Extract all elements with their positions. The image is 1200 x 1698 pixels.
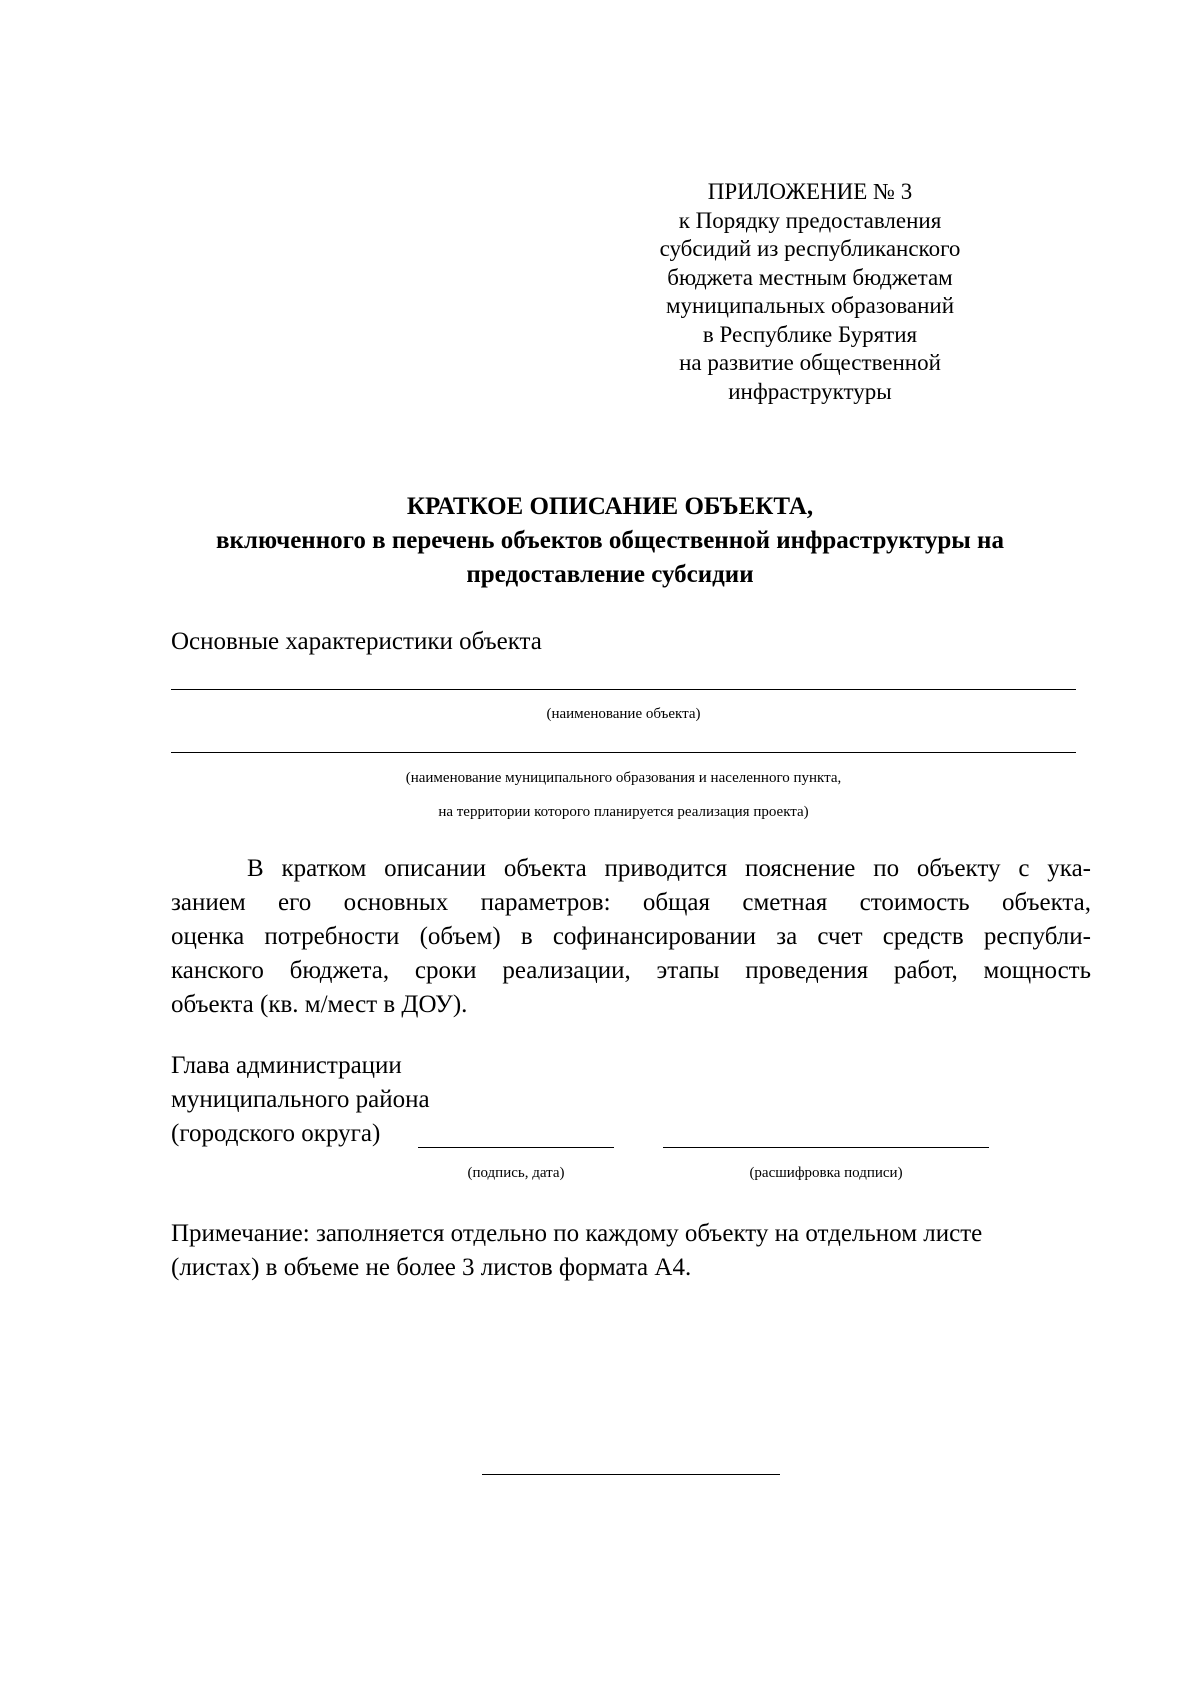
note-line-1: Примечание: заполняется отдельно по каждому объекту на отдельном листе xyxy=(171,1220,983,1247)
municipality-caption-line-1: (наименование муниципального образования и населенного пункта, xyxy=(405,770,842,786)
description-line: занием его основных параметров: общая сметная стоимость объекта, xyxy=(171,889,1091,916)
title-line-3: предоставление субсидии xyxy=(466,561,754,588)
annex-line: ПРИЛОЖЕНИЕ № 3 xyxy=(707,179,913,204)
annex-line: в Республике Бурятия xyxy=(702,321,918,347)
title-line-1: КРАТКОЕ ОПИСАНИЕ ОБЪЕКТА, xyxy=(406,493,814,520)
annex-header xyxy=(640,178,980,406)
note-line-2: (листах) в объеме не более 3 листов формата А4. xyxy=(171,1254,692,1281)
signatory-line-3: (городского округа) xyxy=(171,1120,381,1147)
description-paragraph xyxy=(171,852,1091,1022)
annex-line: бюджета местным бюджетам xyxy=(667,264,953,290)
description-line: В кратком описании объекта приводится пояснение по объекту с ука- xyxy=(247,855,1091,882)
annex-line: к Порядку предоставления xyxy=(678,207,942,233)
footer-divider xyxy=(482,1474,780,1475)
decoding-caption: (расшифровка подписи) xyxy=(749,1165,903,1181)
signature-decoding-field[interactable] xyxy=(663,1147,989,1148)
characteristics-label: Основные характеристики объекта xyxy=(171,628,542,655)
object-name-field[interactable] xyxy=(171,689,1076,690)
signature-caption: (подпись, дата) xyxy=(467,1165,565,1181)
signatory-block xyxy=(171,1049,430,1151)
document-title xyxy=(130,490,1090,592)
signatory-line-1: Глава администрации xyxy=(171,1052,402,1079)
annex-line: инфраструктуры xyxy=(728,378,892,404)
annex-line: на развитие общественной xyxy=(679,350,941,375)
description-line: оценка потребности (объем) в софинансировании за счет средств республи- xyxy=(171,923,1091,950)
signature-field[interactable] xyxy=(418,1147,614,1148)
signatory-line-2: муниципального района xyxy=(171,1086,430,1113)
annex-line: муниципальных образований xyxy=(665,293,955,318)
description-line: объекта (кв. м/мест в ДОУ). xyxy=(171,991,468,1018)
annex-line: субсидий из республиканского xyxy=(659,236,961,261)
title-line-2: включенного в перечень объектов общественной инфраструктуры на xyxy=(216,527,1004,554)
note-block xyxy=(171,1217,1091,1285)
description-line: канского бюджета, сроки реализации, этапы проведения работ, мощность xyxy=(171,957,1091,984)
municipality-caption-line-2: на территории которого планируется реализация проекта) xyxy=(438,804,809,820)
object-name-caption: (наименование объекта) xyxy=(546,706,701,722)
municipality-field[interactable] xyxy=(171,752,1076,753)
